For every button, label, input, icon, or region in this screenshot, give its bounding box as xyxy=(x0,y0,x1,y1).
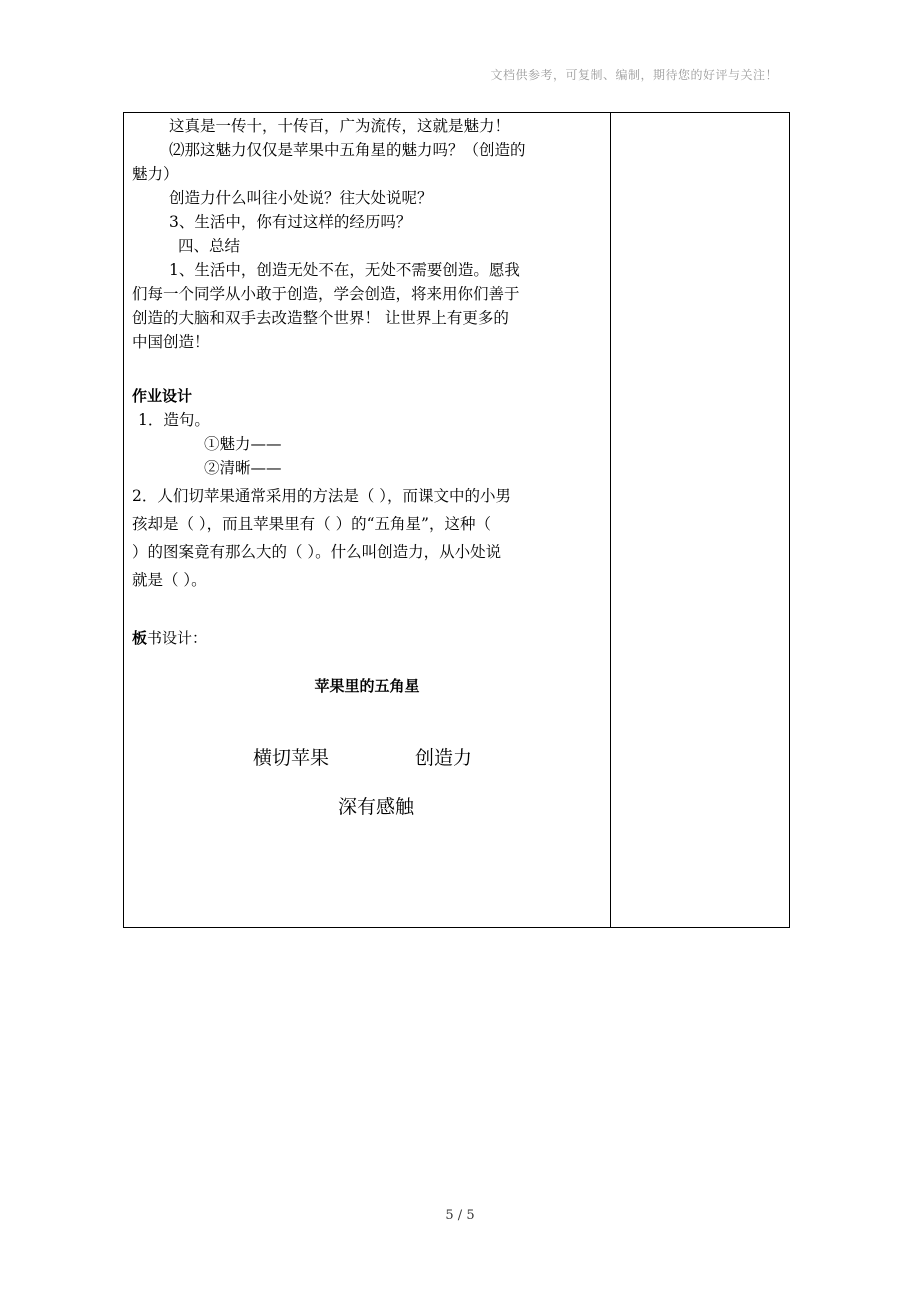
notes-cell xyxy=(611,113,789,927)
lesson-table xyxy=(123,112,790,928)
homework-item-2-line: ）的图案竟有那么大的（ ）。什么叫创造力，从小处说 xyxy=(132,543,502,561)
lesson-paragraph: 这真是一传十，十传百，广为流传，这就是魅力！ xyxy=(169,117,511,135)
lesson-paragraph: 们每一个同学从小敢于创造，学会创造，将来用你们善于 xyxy=(132,285,520,303)
page-number: 5 / 5 xyxy=(445,1208,475,1223)
board-item-bottom: 深有感触 xyxy=(338,796,415,818)
lesson-paragraph: 3、生活中，你有过这样的经历吗？ xyxy=(169,213,412,231)
header-note: 文档供参考，可复制、编制，期待您的好评与关注！ xyxy=(490,68,778,82)
lesson-content-cell xyxy=(124,113,611,927)
lesson-paragraph: ⑵那这魅力仅仅是苹果中五角星的魅力吗？（创造的 xyxy=(169,141,526,159)
homework-item-2-line: 孩却是（ ），而且苹果里有（ ）的“五角星”，这种（ xyxy=(132,515,491,533)
board-heading-rest: 书设计： xyxy=(147,629,208,647)
lesson-paragraph: 中国创造！ xyxy=(132,333,210,351)
homework-sub-item: ①魅力—— xyxy=(204,435,282,453)
lesson-paragraph: 创造的大脑和双手去改造整个世界！ 让世界上有更多的 xyxy=(132,309,509,327)
board-title: 苹果里的五角星 xyxy=(314,677,420,695)
homework-item-2-line: 就是（ ）。 xyxy=(132,571,207,589)
lesson-paragraph: 创造力什么叫往小处说？往大处说呢？ xyxy=(169,189,433,207)
homework-item-1: 1．造句。 xyxy=(138,411,210,429)
board-heading xyxy=(132,627,207,649)
homework-item-2-line: 2．人们切苹果通常采用的方法是（ ），而课文中的小男 xyxy=(132,487,512,505)
board-item-right: 创造力 xyxy=(415,747,473,769)
board-heading-bold: 板 xyxy=(132,629,148,647)
lesson-paragraph: 1、生活中，创造无处不在，无处不需要创造。愿我 xyxy=(169,261,520,279)
section-heading: 四、总结 xyxy=(178,237,241,255)
board-item-left: 横切苹果 xyxy=(253,747,330,769)
homework-heading: 作业设计 xyxy=(132,387,193,405)
homework-sub-item: ②清晰—— xyxy=(204,459,282,477)
lesson-paragraph: 魅力） xyxy=(132,165,179,183)
